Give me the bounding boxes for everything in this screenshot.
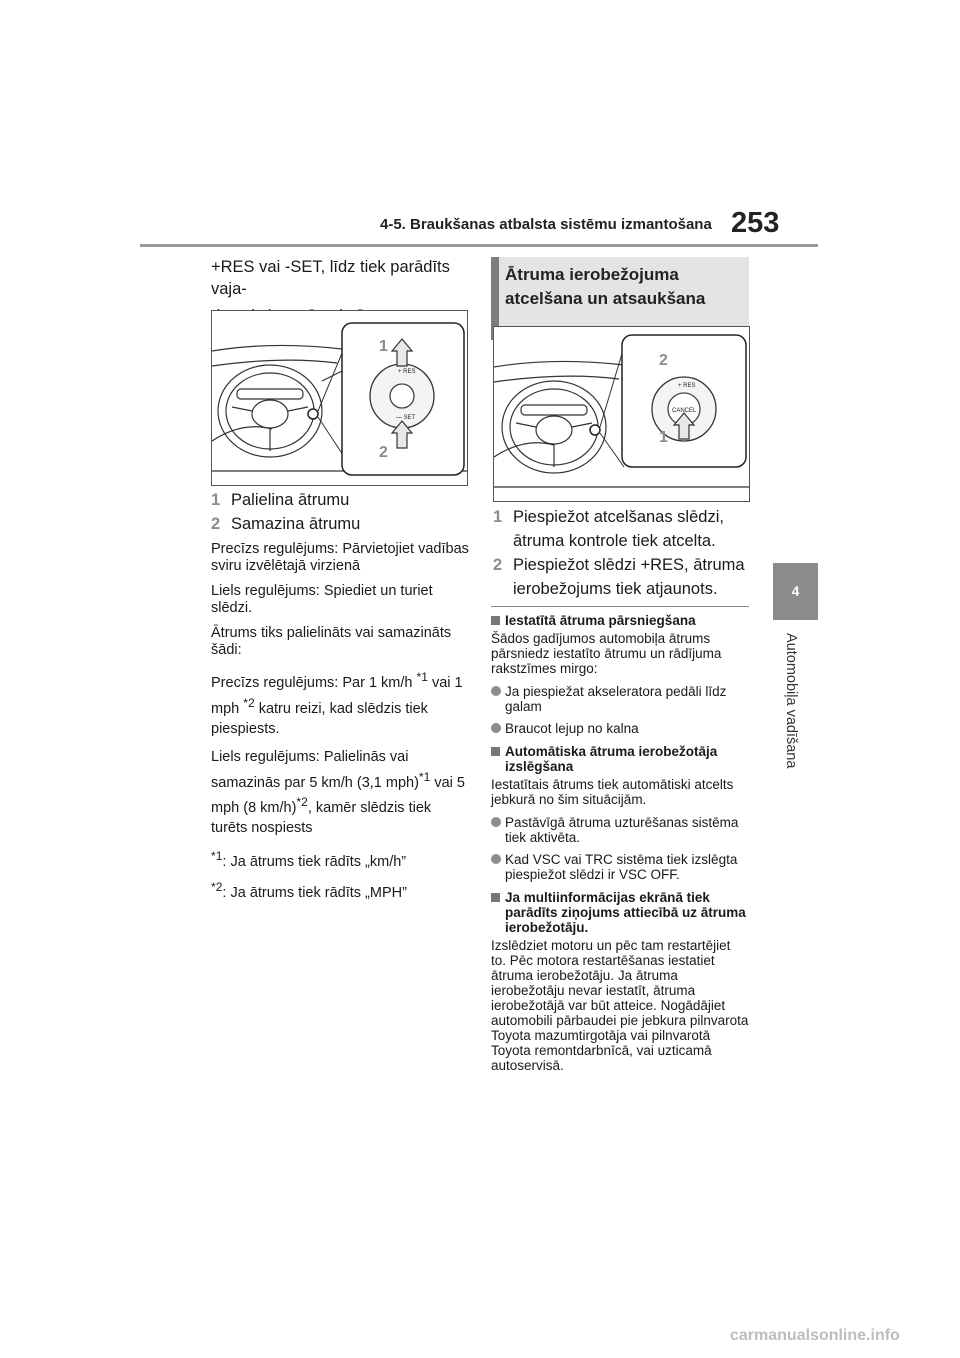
res-label: + RES — [678, 383, 696, 389]
item-text: Piespiežot atcelšanas slēdzi, ātruma kontrole tiek atcelta. — [513, 508, 724, 550]
right-body — [491, 613, 749, 1081]
footnote: $^{*1}$: Ja ātrums tiek rādīts „km/h” — [211, 849, 407, 871]
circle-bullet-icon — [491, 854, 501, 864]
item-number: 2 — [493, 556, 503, 574]
callout-1: 1 — [379, 338, 388, 355]
list-item — [211, 512, 471, 536]
section-header: 4-5. Braukšanas atbalsta sistēmu izmantošana — [380, 216, 712, 233]
steering-wheel-illustration — [494, 327, 749, 501]
item-text: Samazina ātrumu — [231, 515, 361, 533]
square-bullet-icon — [491, 747, 500, 756]
paragraph: Liels regulējums: Spiediet un turiet slēdzi. — [211, 583, 433, 616]
section-divider — [491, 606, 749, 607]
res-label: + RES — [398, 369, 416, 375]
item-text: Piespiežot slēdzi +RES, ātruma ierobežojums tiek atjaunots. — [513, 556, 745, 598]
item-number: 1 — [493, 508, 503, 526]
paragraph: Iestatītais ātrums tiek automātiski atcelts jebkurā no šim situācijām. — [491, 777, 734, 807]
paragraph: Izslēdziet motoru un pēc tam restartējiet to. Pēc motora restartēšanas iestatiet ātruma ierobežotāju. Ja ātruma ierobežotāju nevar iestatīt, ātruma ierobežotājā var būt atteice. Nogādājiet automobili pārbaudei pie jebkura pilnvarota Toyota mazumtirgotāja vai pilnvarotā Toyota remontdarbnīcā, vai uzticamā autoservisā. — [491, 938, 749, 1073]
bullet-item: Pastāvīgā ātruma uzturēšanas sistēma tiek aktivēta. — [491, 815, 749, 845]
subheading: Ja multiinformācijas ekrānā tiek parādīts ziņojums attiecībā uz ātruma ierobežotāju. — [491, 890, 749, 935]
section-title: Ātruma ierobežojuma atcelšana un atsaukšana — [505, 265, 706, 308]
item-number: 1 — [211, 491, 221, 509]
list-item — [493, 553, 751, 601]
paragraph: Liels regulējums: Palielinās vai samazinās par 5 km/h (3,1 mph)$^{*1}$ vai 5 mph (8 km/h)$^{*2}$, kamēr slēdzis tiek turēts nospiests — [211, 748, 466, 837]
page-number: 253 — [731, 207, 780, 239]
footnote: $^{*2}$: Ja ātrums tiek rādīts „MPH” — [211, 880, 407, 901]
list-item — [493, 505, 751, 553]
callout-2: 2 — [379, 444, 388, 461]
paragraph: Šādos gadījumos automobiļa ātrums pārsniedz iestatīto ātrumu un rādījuma rakstzīmes mirgo: — [491, 631, 722, 676]
paragraph: Ātrums tiks palielināts vai samazināts šādi: — [211, 625, 452, 658]
circle-bullet-icon — [491, 723, 501, 733]
paragraph: Precīzs regulējums: Par 1 km/h $^{*1}$ vai 1 mph $^{*2}$ katru reizi, kad slēdzis tiek piespiests. — [211, 670, 463, 737]
paragraph: Precīzs regulējums: Pārvietojiet vadības sviru izvēlētajā virzienā — [211, 541, 469, 574]
header-rule — [140, 244, 818, 247]
bullet-item: Braucot lejup no kalna — [491, 721, 749, 736]
item-number: 2 — [211, 515, 221, 533]
chapter-label: Automobiļa vadīšana — [783, 633, 799, 769]
chapter-tab[interactable]: 4 — [773, 563, 818, 620]
steering-wheel-illustration — [212, 311, 467, 485]
subheading: Iestatītā ātruma pārsniegšana — [491, 613, 749, 628]
bullet-item: Ja piespiežat akseleratora pedāli līdz galam — [491, 684, 749, 714]
set-label: — SET — [396, 415, 416, 421]
intro-line-1: +RES vai -SET, līdz tiek parādīts vaja- — [211, 258, 450, 298]
left-body — [211, 541, 469, 910]
subheading: Automātiska ātruma ierobežotāja izslēgšana — [491, 744, 749, 774]
watermark: carmanualsonline.info — [730, 1327, 900, 1344]
bullet-item: Kad VSC vai TRC sistēma tiek izslēgta piespiežot slēdzi ir VSC OFF. — [491, 852, 749, 882]
list-item — [211, 488, 471, 512]
item-text: Palielina ātrumu — [231, 491, 350, 509]
steering-wheel-figure-set — [211, 310, 468, 486]
square-bullet-icon — [491, 893, 500, 902]
callout-2: 2 — [659, 352, 668, 369]
circle-bullet-icon — [491, 686, 501, 696]
cancel-label: CANCEL — [672, 408, 697, 414]
circle-bullet-icon — [491, 817, 501, 827]
steering-wheel-figure-cancel — [493, 326, 750, 502]
callout-1: 1 — [659, 429, 668, 446]
square-bullet-icon — [491, 616, 500, 625]
